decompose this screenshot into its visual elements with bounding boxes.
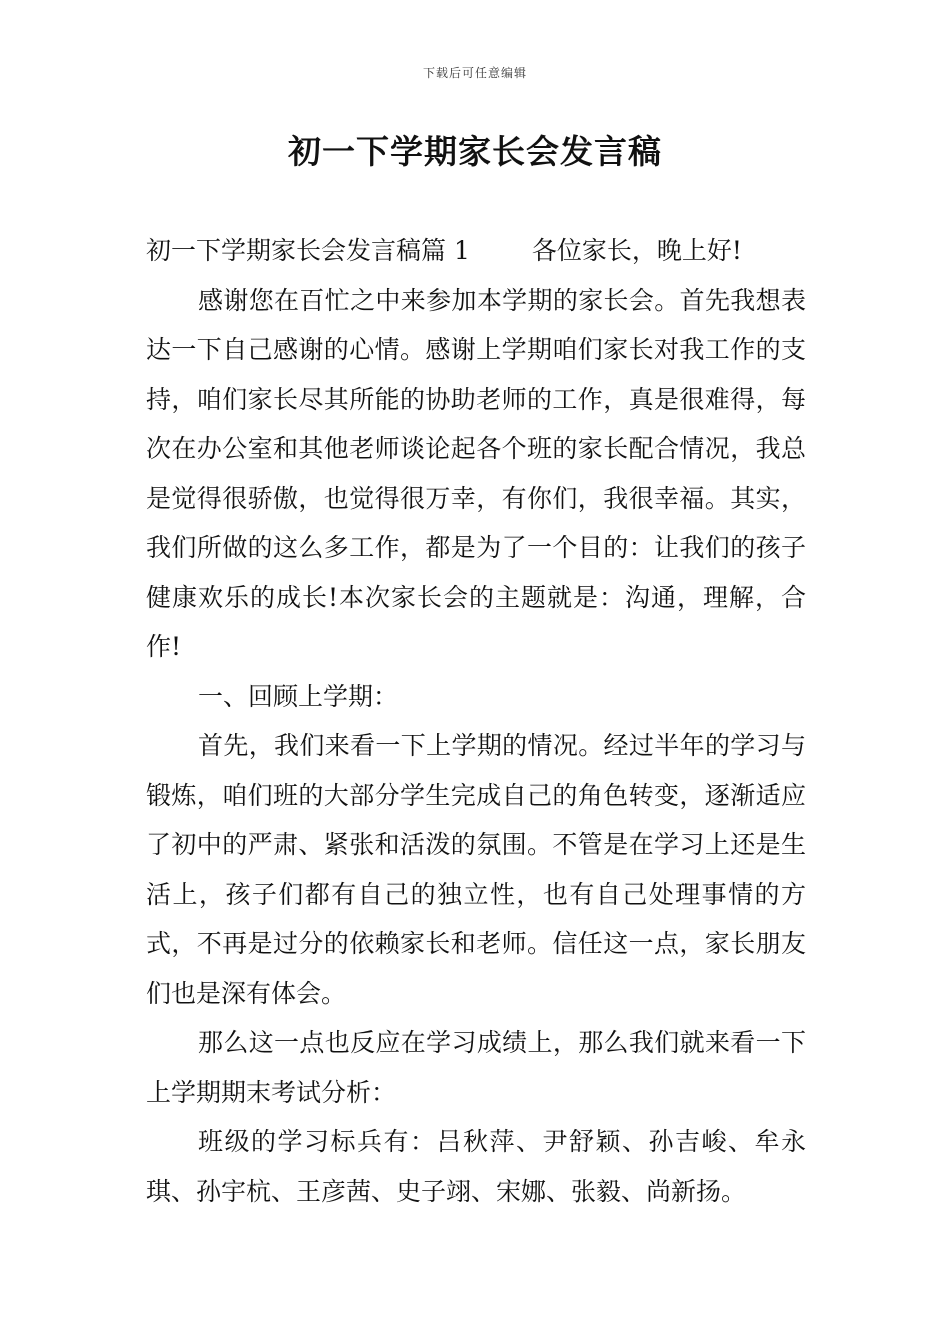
paragraph-exam-analysis: 那么这一点也反应在学习成绩上，那么我们就来看一下上学期期末考试分析： (146, 1028, 806, 1107)
section-heading: 初一下学期家长会发言稿篇 1 (146, 236, 470, 265)
header-note: 下载后可任意编辑 (422, 66, 527, 80)
paragraph-top-students: 班级的学习标兵有：吕秋萍、尹舒颖、孙吉峻、牟永琪、孙宇杭、王彦茜、史子翊、宋娜、张毅、尚新扬。 (146, 1127, 806, 1206)
paragraph-review-heading: 一、回顾上学期： (198, 681, 399, 711)
paragraph-review: 首先，我们来看一下上学期的情况。经过半年的学习与锻炼，咱们班的大部分学生完成自己的角色转变，逐渐适应了初中的严肃、紧张和活泼的氛围。不管是在学习上还是生活上，孩子们都有自己的独立性，也有自己处理事情的方式，不再是过分的依赖家长和老师。信任这一点，家长朋友们也是深有体会。 (146, 731, 806, 1008)
greeting-text: 各位家长，晚上好! (531, 236, 742, 265)
document-body (146, 226, 806, 1216)
intro-line (146, 226, 806, 276)
paragraph-thanks: 感谢您在百忙之中来参加本学期的家长会。首先我想表达一下自己感谢的心情。感谢上学期咱们家长对我工作的支持，咱们家长尽其所能的协助老师的工作，真是很难得，每次在办公室和其他老师谈论起各个班的家长配合情况，我总是觉得很骄傲，也觉得很万幸，有你们，我很幸福。其实，我们所做的这么多工作，都是为了一个目的：让我们的孩子健康欢乐的成长!本次家长会的主题就是：沟通，理解，合作! (146, 285, 806, 661)
document-title: 初一下学期家长会发言稿 (288, 132, 662, 171)
